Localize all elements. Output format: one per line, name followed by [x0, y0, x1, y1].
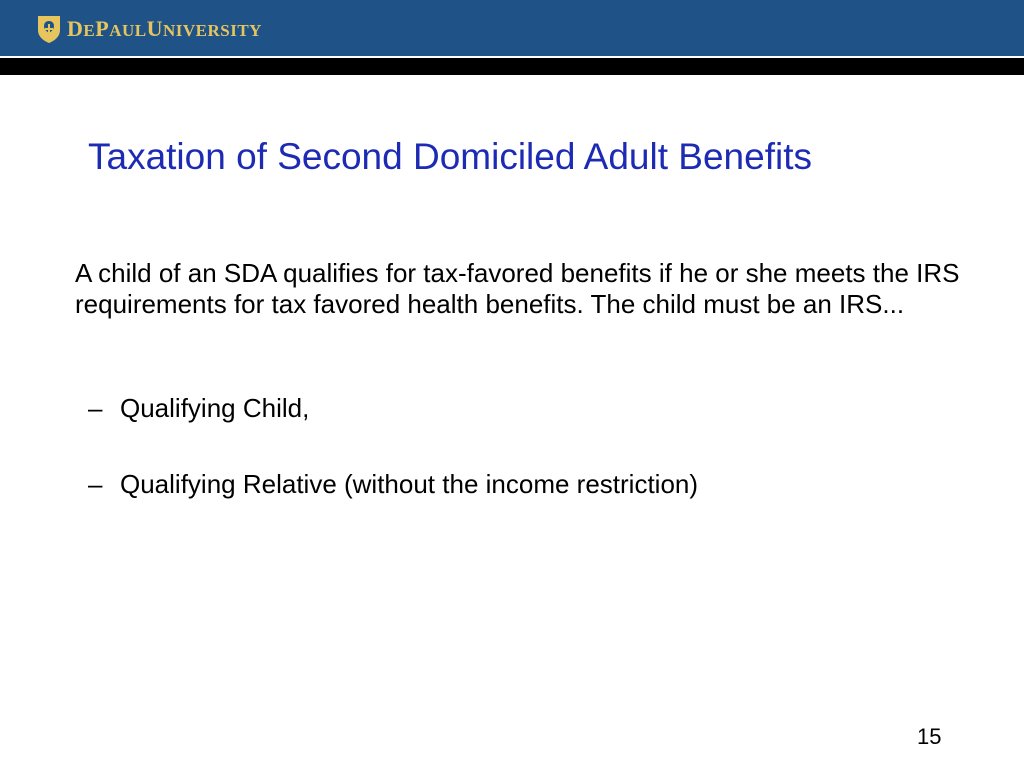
- university-logo: [36, 14, 262, 44]
- university-wordmark: DEPAULUNIVERSITY: [67, 16, 262, 41]
- bullet-text: Qualifying Child,: [120, 393, 310, 423]
- slide-body-text: A child of an SDA qualifies for tax-favored benefits if he or she meets the IRS requirements for tax favored health benefits. The child must be an IRS...: [75, 258, 960, 319]
- slide-title: Taxation of Second Domiciled Adult Benefits: [88, 136, 812, 177]
- header-bar: [0, 0, 1024, 56]
- bullet-list: [88, 393, 698, 545]
- bullet-marker: –: [88, 393, 103, 423]
- university-shield-icon: [36, 14, 62, 44]
- bullet-marker: –: [88, 469, 103, 499]
- bullet-item: [88, 469, 698, 500]
- page-number: 15: [917, 724, 942, 749]
- bullet-item: [88, 393, 698, 424]
- bullet-text: Qualifying Relative (without the income restriction): [120, 469, 699, 499]
- header-divider-black: [0, 58, 1024, 75]
